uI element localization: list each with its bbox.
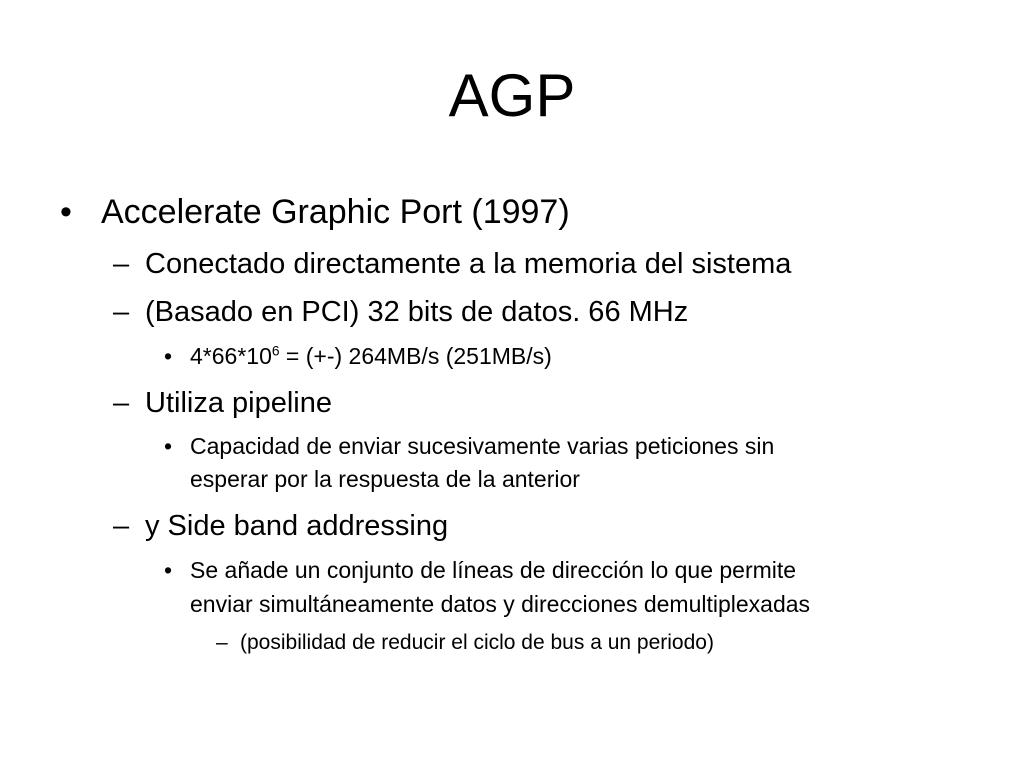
dash-marker: – <box>216 631 228 654</box>
dash-marker: – <box>113 387 130 419</box>
subbullet-conectado: Conectado directamente a la memoria del sistema <box>145 248 792 280</box>
pipeline-description-line1: Capacidad de enviar sucesivamente varias peticiones sin <box>190 433 775 459</box>
sideband-description-line2: enviar simultáneamente datos y direcciones demultiplexadas <box>190 591 811 617</box>
bandwidth-base: 4*66*10 <box>190 343 272 369</box>
bullet-accelerate-graphic-port: Accelerate Graphic Port (1997) <box>101 193 570 231</box>
bullet-marker: • <box>164 557 173 583</box>
subbullet-side-band: y Side band addressing <box>145 510 449 542</box>
bandwidth-exponent: 6 <box>271 343 280 359</box>
slide-title: AGP <box>448 62 576 129</box>
bandwidth-formula <box>190 342 552 370</box>
subbullet-basado-pci: (Basado en PCI) 32 bits de datos. 66 MHz <box>145 296 689 328</box>
bullet-marker: • <box>164 433 173 459</box>
pipeline-description-line2: esperar por la respuesta de la anterior <box>190 466 580 492</box>
bullet-marker: • <box>60 193 72 231</box>
sub-subbullet-bus-cycle: (posibilidad de reducir el ciclo de bus a un periodo) <box>240 631 714 654</box>
bandwidth-result: = (+-) 264MB/s (251MB/s) <box>279 343 552 369</box>
dash-marker: – <box>113 510 130 542</box>
subbullet-pipeline: Utiliza pipeline <box>145 387 332 419</box>
bullet-marker: • <box>164 343 173 369</box>
dash-marker: – <box>113 248 130 280</box>
sideband-description-line1: Se añade un conjunto de líneas de dirección lo que permite <box>190 557 797 583</box>
dash-marker: – <box>113 296 130 328</box>
